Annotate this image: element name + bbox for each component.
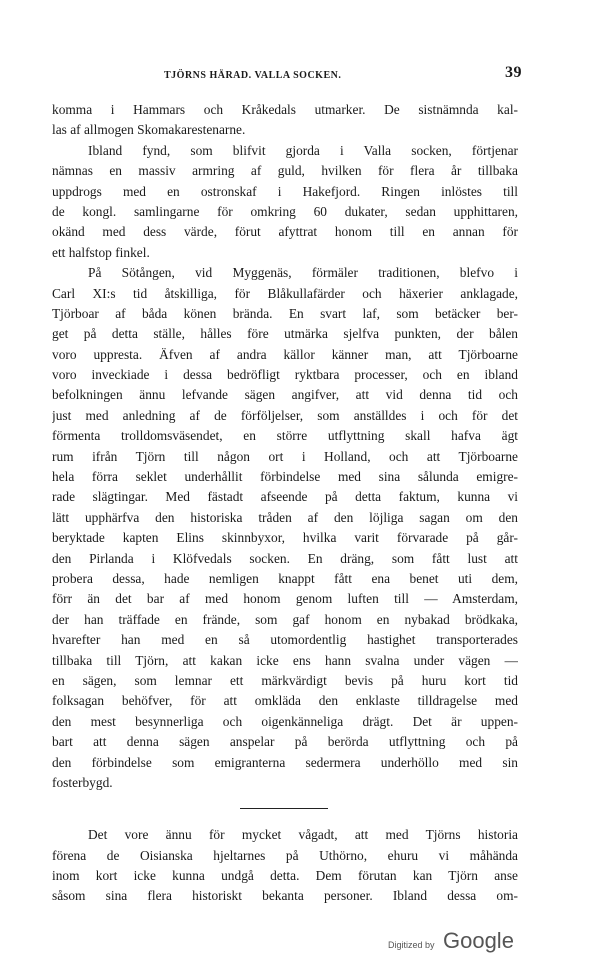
page-body	[52, 100, 518, 907]
text-line: las af allmogen Skomakarestenarne.	[52, 122, 246, 138]
section-separator	[52, 793, 518, 825]
text-line: fosterbygd.	[52, 774, 113, 790]
text-line: get på detta ställe, hålles före utmärka sjelfva punkten, der bålen	[52, 326, 518, 342]
text-line: hela förra seklet underhållit förbindelse med sina sålunda emigre-	[52, 469, 518, 485]
text-line: tillbaka till Tjörn, att kakan icke ens hann svalna under vägen —	[52, 652, 518, 668]
text-line: rade slägtingar. Med fästadt afseende på detta faktum, kunna vi	[52, 489, 518, 505]
google-logo: Google	[442, 928, 514, 953]
text-line: förr än det bar af med honom genom luften till — Amsterdam,	[52, 591, 518, 607]
text-line: en sägen, som lemnar ett märkvärdigt bevis på huru kort tid	[52, 672, 518, 688]
text-line: befolkningen ännu lefvande sägen angifver, att vid denna tid och	[52, 387, 518, 403]
text-line: den Pirlanda i Klöfvedals socken. En dräng, som fått lust att	[52, 550, 518, 566]
text-line: der han träffade en frände, som gaf honom en nybakad brödkaka,	[52, 611, 518, 627]
text-line: just med anledning af de förföljelser, som anställdes i och för det	[52, 407, 518, 423]
text-line: uppdrogs med en ostronskaf i Hakefjord. Ringen inlöstes till	[52, 183, 518, 199]
text-line: ett halfstop finkel.	[52, 244, 150, 260]
running-title: TJÖRNS HÄRAD. VALLA SOCKEN.	[164, 70, 342, 81]
text-line: de kongl. samlingarne för omkring 60 dukater, sedan upphittaren,	[52, 203, 518, 219]
text-line: nämnas en massiv armring af guld, hvilken för flera år tillbaka	[52, 163, 518, 179]
text-line: bart att denna sägen anspelar på berörda utflyttning och på	[52, 734, 518, 750]
paragraph-1	[52, 100, 518, 141]
separator-rule	[240, 808, 328, 809]
text-line: Det vore ännu för mycket vågadt, att med Tjörns historia	[88, 827, 518, 843]
text-line: rum ifrån Tjörn till någon ort i Holland, och att Tjörboarne	[52, 448, 518, 464]
digitization-footer	[388, 928, 514, 954]
text-line: På Sötången, vid Myggenäs, förmäler traditionen, blefvo i	[88, 265, 518, 281]
text-line: den mest besynnerliga och oigenkänneliga drägt. Det är uppen-	[52, 713, 518, 729]
paragraph-4	[52, 825, 518, 907]
text-line: såsom sina flera historiskt bekanta personer. Ibland dessa om-	[52, 888, 518, 904]
text-line: förmenta trolldomsväsendet, en större utflyttning skall hafva ägt	[52, 428, 518, 444]
text-line: komma i Hammars och Kråkedals utmarker. De sistnämnda kal-	[52, 102, 518, 117]
paragraph-3	[52, 263, 518, 793]
text-line: okänd med dess värde, förut afyttrat honom till en annan för	[52, 224, 518, 240]
text-line: voro uppresta. Äfven af andra källor känner man, att Tjörboarne	[52, 346, 518, 362]
text-line: den förbindelse som emigranterna sedermera underhöllo med sin	[52, 754, 518, 770]
text-line: hvarefter han med en så utomordentlig hastighet transporterades	[52, 632, 518, 648]
paragraph-2	[52, 141, 518, 263]
text-line: Carl XI:s tid åtskilliga, för Blåkullafärder och häxerier anklagade,	[52, 285, 518, 301]
text-line: inom kort icke kunna undgå detta. Dem förutan kan Tjörn anse	[52, 868, 518, 884]
text-line: folksagan behöfver, för att omkläda den enklaste tilldragelse med	[52, 693, 518, 709]
text-line: probera dessa, hade nemligen knappt fått ena benet uti dem,	[52, 570, 518, 586]
text-line: Ibland fynd, som blifvit gjorda i Valla socken, förtjenar	[88, 142, 518, 158]
text-line: beryktade kapten Elins skinnbyxor, hvilka varit förvarade på går-	[52, 530, 518, 546]
text-line: lätt upphärfva den historiska tråden af den löjliga sagan om den	[52, 509, 518, 525]
digitized-by-label: Digitized by	[388, 940, 435, 950]
text-line: voro inveckiade i dessa bedröfligt ryktbara processer, och en ibland	[52, 367, 518, 383]
text-line: förena de Oisianska hjeltarnes på Uthörno, ehuru vi måhända	[52, 847, 518, 863]
text-line: Tjörboar af båda könen brända. En svart laf, som betäcker ber-	[52, 305, 518, 321]
page-number: 39	[505, 64, 522, 81]
